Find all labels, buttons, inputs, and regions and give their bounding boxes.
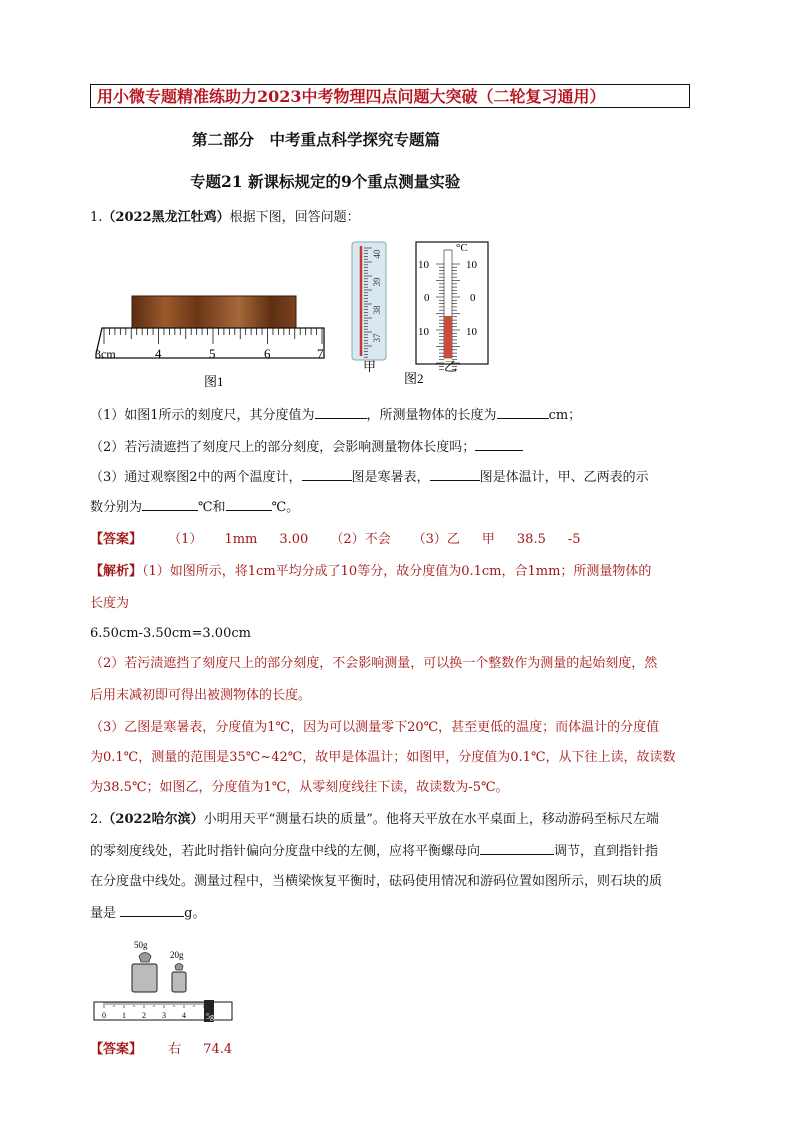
ruler-label: 4 xyxy=(155,346,162,361)
ruler-label: 7 xyxy=(317,346,324,361)
answer-value: （2）不会 xyxy=(330,532,391,547)
q1-number: 1. xyxy=(90,210,103,225)
figure-2-thermometers xyxy=(344,238,494,386)
scale-label: 0 xyxy=(102,1011,106,1020)
q1-stem xyxy=(90,208,705,228)
weight-20g-knob xyxy=(175,964,183,971)
q2-stem xyxy=(90,810,705,830)
thermo-label: 10 xyxy=(466,259,477,271)
answer-value: 右 xyxy=(168,1042,182,1057)
answer-blank[interactable] xyxy=(430,468,480,481)
q2-stem-text: 的零刻度线处，若此时指针偏向分度盘中线的左侧，应将平衡螺母向 xyxy=(90,844,481,859)
weight-50g-knob xyxy=(139,953,151,963)
thermo-label: 10 xyxy=(466,326,477,338)
scale-label: 4 xyxy=(182,1011,186,1020)
answer-blank[interactable] xyxy=(497,406,549,419)
q2-source: （2022哈尔滨） xyxy=(102,812,204,827)
ruler-label: 3cm xyxy=(95,347,116,361)
thermo-label: 10 xyxy=(418,259,429,271)
figure-1-ruler xyxy=(92,292,336,392)
answer-value: 3.00 xyxy=(279,532,309,547)
q1-part3-text: ℃和 xyxy=(198,500,226,515)
q1-part3 xyxy=(90,468,705,488)
q2-stem-line3: 在分度盘中线处。测量过程中，当横梁恢复平衡时，砝码使用情况和游码位置如图所示，则石块的质 xyxy=(90,874,663,889)
analysis-text: （2）若污渍遮挡了刻度尺上的部分刻度，不会影响测量，可以换一个整数作为测量的起始刻度，然 xyxy=(90,656,658,671)
q2-number: 2. xyxy=(90,812,103,827)
topic-title: 专题21 新课标规定的9个重点测量实验 xyxy=(190,172,461,191)
q2-stem-line4 xyxy=(90,904,705,924)
analysis-tag: 【解析】 xyxy=(90,564,143,579)
scale-label: 2 xyxy=(142,1011,146,1020)
answer-tag: 【答案】 xyxy=(90,532,143,547)
answer-value: 1mm xyxy=(224,532,258,547)
q1-stem-text: 根据下图，回答问题： xyxy=(229,210,360,225)
q2-stem-line2 xyxy=(90,842,705,862)
q1-part2 xyxy=(90,438,705,458)
analysis-text: 后用末减初即可得出被测物体的长度。 xyxy=(90,688,312,703)
analysis-text: 长度为 xyxy=(90,596,130,611)
clinical-label: 39 xyxy=(372,277,382,287)
measured-block xyxy=(132,296,296,328)
figure-1-caption: 图1 xyxy=(204,374,224,389)
q1-part3-text: 数分别为 xyxy=(90,500,143,515)
answer-blank[interactable] xyxy=(475,438,523,451)
q1-source: （2022黑龙江牡鸡） xyxy=(102,210,230,225)
scale-label: 1 xyxy=(122,1011,126,1020)
answer-value: 甲 xyxy=(481,532,495,547)
q1-analysis xyxy=(90,562,705,582)
analysis-text: （1）如图所示，将1cm平均分成了10等分，故分度值为0.1cm，合1mm；所测量物体的 xyxy=(142,564,652,579)
q1-part3-text: （3）通过观察图2中的两个温度计， xyxy=(90,470,302,485)
answer-tag: 【答案】 xyxy=(90,1042,143,1057)
q2-stem-text: 调节，直到指针指 xyxy=(554,844,659,859)
answer-blank[interactable] xyxy=(480,842,554,855)
answer-value: （1） xyxy=(168,532,203,547)
thermo-label: 0 xyxy=(424,292,430,304)
weight-50g-label: 50g xyxy=(134,940,148,950)
weight-20g xyxy=(172,972,186,992)
answer-value: -5 xyxy=(567,532,581,547)
q1-part1-text: （1）如图1所示的刻度尺，其分度值为 xyxy=(90,408,315,423)
weather-liquid xyxy=(444,316,452,358)
q1-part3-text: ℃。 xyxy=(271,500,300,515)
q1-part2-text: （2）若污渍遮挡了刻度尺上的部分刻度，会影响测量物体长度吗； xyxy=(90,440,476,455)
ruler-label: 6 xyxy=(264,346,271,361)
thermo-label: 0 xyxy=(470,292,476,304)
label-yi: 乙 xyxy=(444,359,458,374)
thermo-label: 10 xyxy=(418,326,429,338)
answer-value: （3）乙 xyxy=(412,532,460,547)
answer-blank[interactable] xyxy=(315,406,367,419)
q1-part1-text: cm； xyxy=(548,408,582,423)
answer-value: 74.4 xyxy=(203,1042,233,1057)
analysis-text: 为38.5℃；如图乙，分度值为1℃，从零刻度线往下读，故读数为-5℃。 xyxy=(90,780,509,795)
q1-part3-text: 图是寒暑表， xyxy=(351,470,430,485)
analysis-formula: 6.50cm-3.50cm=3.00cm xyxy=(90,626,251,641)
q2-answer xyxy=(90,1040,705,1060)
figure-balance-weights xyxy=(92,936,242,1028)
q2-stem-text: g。 xyxy=(184,906,206,921)
figure-2-caption: 图2 xyxy=(404,371,424,386)
answer-blank[interactable] xyxy=(142,498,198,511)
clinical-label: 38 xyxy=(372,305,382,315)
label-jia: 甲 xyxy=(363,359,377,374)
scale-label: 3 xyxy=(162,1011,166,1020)
analysis-text: 为0.1℃，测量的范围是35℃~42℃，故甲是体温计；如图甲，分度值为0.1℃，从下往上读，故读数 xyxy=(90,750,676,765)
weight-50g xyxy=(132,964,157,992)
q2-stem-text: 小明用天平“测量石块的质量”。他将天平放在水平桌面上，移动游码至标尺左端 xyxy=(203,812,659,827)
celsius-unit: °C xyxy=(456,242,468,254)
analysis-text: （3）乙图是寒暑表，分度值为1℃，因为可以测量零下20℃，甚至更低的温度；而体温计的分度值 xyxy=(90,720,660,735)
q1-part3-text: 图是体温计，甲、乙两表的示 xyxy=(479,470,649,485)
part-title: 第二部分 中考重点科学探究专题篇 xyxy=(192,130,441,149)
q1-answer xyxy=(90,530,705,550)
answer-value: 38.5 xyxy=(516,532,546,547)
scale-label: 5g xyxy=(206,1012,214,1021)
clinical-label: 37 xyxy=(372,333,382,343)
ruler-label: 5 xyxy=(209,346,216,361)
clinical-label: 40 xyxy=(372,249,382,259)
answer-blank[interactable] xyxy=(226,498,272,511)
q1-part3-cont xyxy=(90,498,705,518)
series-banner: 用小微专题精准练助力2023中考物理四点问题大突破（二轮复习通用） xyxy=(90,84,690,108)
q2-stem-text: 量是 xyxy=(90,906,117,921)
q1-part1 xyxy=(90,406,705,426)
answer-blank[interactable] xyxy=(120,904,184,917)
answer-blank[interactable] xyxy=(302,468,352,481)
weight-20g-label: 20g xyxy=(170,950,184,960)
q1-part1-text: ，所测量物体的长度为 xyxy=(366,408,497,423)
